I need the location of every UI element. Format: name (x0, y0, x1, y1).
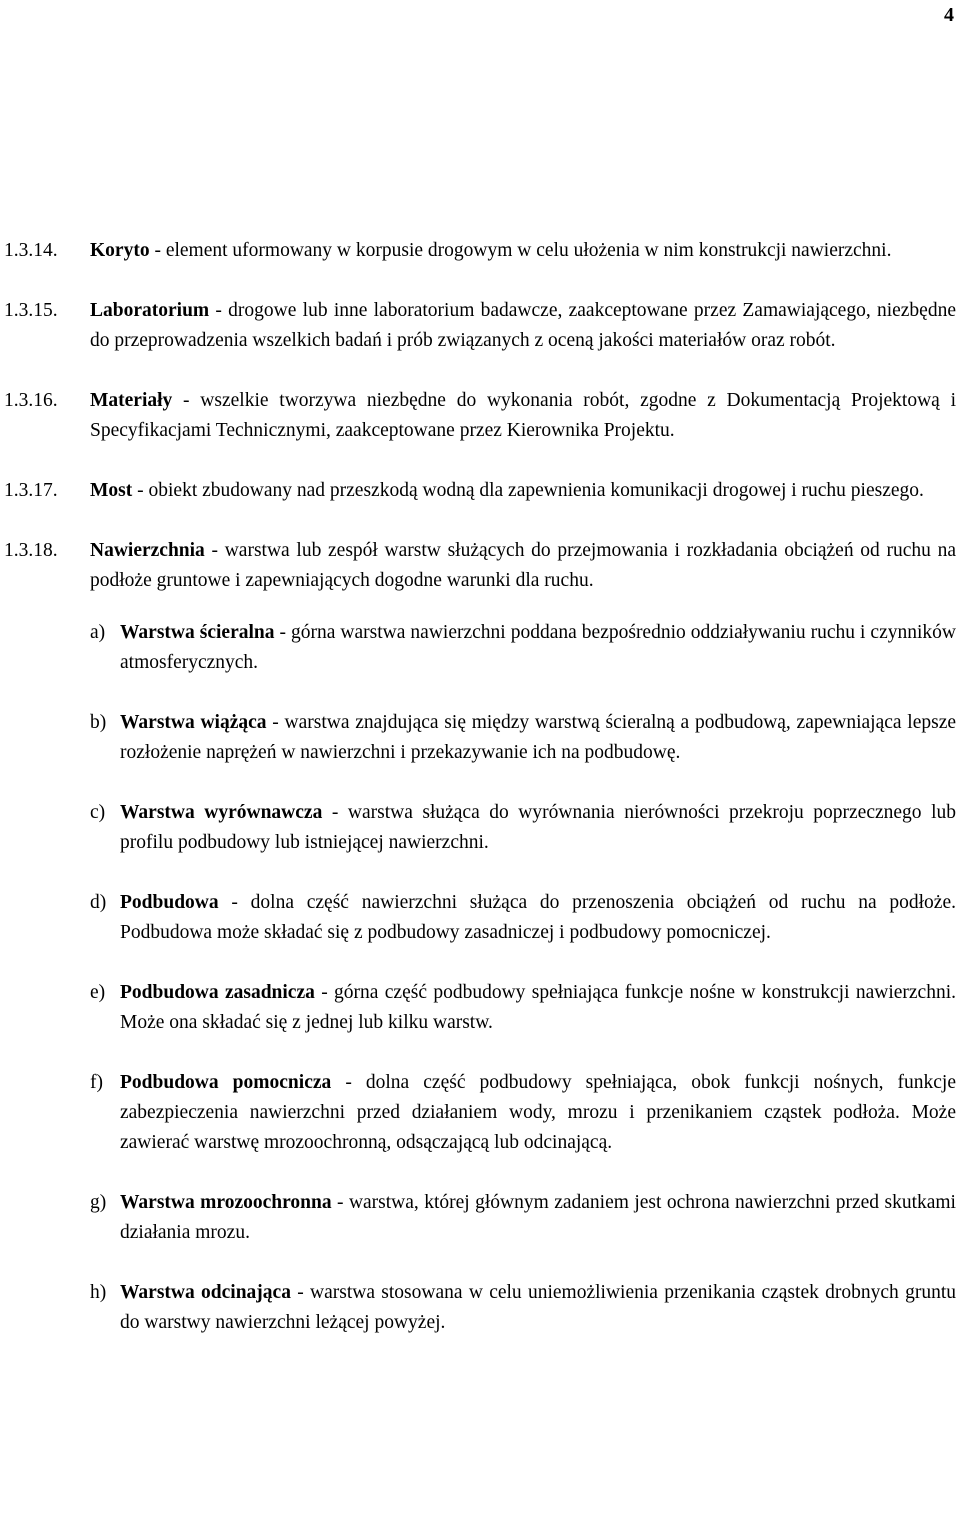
definition-item (4, 536, 956, 596)
definition-term: Materiały (90, 390, 173, 411)
subitem-text: - górna warstwa nawierzchni poddana bezpośrednio oddziaływaniu ruchu i czynników atmosferycznych. (120, 622, 956, 673)
subitem-term: Warstwa wyrównawcza (120, 802, 323, 823)
definition-number: 1.3.14. (4, 240, 58, 261)
subitem-letter: e) (90, 982, 106, 1003)
subitem-letter: f) (90, 1072, 103, 1093)
subitem-text: - warstwa stosowana w celu uniemożliwienia przenikania cząstek drobnych gruntu do warstwy nawierzchni leżącej powyżej. (120, 1282, 956, 1333)
definition-term: Koryto (90, 240, 150, 261)
definition-text: - element uformowany w korpusie drogowym w celu ułożenia w nim konstrukcji nawierzchni. (149, 240, 892, 261)
definition-term: Laboratorium (90, 300, 210, 321)
subitem-text: - dolna część podbudowy spełniająca, obok funkcji nośnych, funkcje zabezpieczenia nawierzchni przed działaniem wody, mrozu i przenikaniem cząstek podłoża. Może zawierać warstwę mrozoochronną, odsączającą lub odcinającą. (120, 1072, 956, 1153)
subitem (4, 1068, 956, 1158)
subitem-letter: b) (90, 712, 107, 733)
subitem-text: - dolna część nawierzchni służąca do przenoszenia obciążeń od ruchu na podłoże. Podbudowa może składać się z podbudowy zasadniczej i podbudowy pomocniczej. (120, 892, 956, 943)
definition-term: Most (90, 480, 133, 501)
definition-number: 1.3.17. (4, 480, 58, 501)
subitem-letter: g) (90, 1192, 107, 1213)
subitem-term: Warstwa mrozoochronna (120, 1192, 332, 1213)
subitem (4, 618, 956, 678)
definition-text: - wszelkie tworzywa niezbędne do wykonania robót, zgodne z Dokumentacją Projektową i Specyfikacjami Technicznymi, zaakceptowane przez Kierownika Projektu. (90, 390, 956, 441)
subitem-term: Warstwa ścieralna (120, 622, 275, 643)
definition-item (4, 296, 956, 356)
subitem (4, 708, 956, 768)
definition-item (4, 236, 956, 266)
definition-item (4, 386, 956, 446)
definitions-list (4, 236, 956, 1368)
subitem-text: - górna część podbudowy spełniająca funkcje nośne w konstrukcji nawierzchni. Może ona składać się z jednej lub kilku warstw. (120, 982, 956, 1033)
subitem-term: Podbudowa (120, 892, 219, 913)
definition-number: 1.3.18. (4, 540, 58, 561)
definition-text: - obiekt zbudowany nad przeszkodą wodną dla zapewnienia komunikacji drogowej i ruchu pieszego. (132, 480, 924, 501)
definition-text: - drogowe lub inne laboratorium badawcze, zaakceptowane przez Zamawiającego, niezbędne do przeprowadzenia wszelkich badań i prób związanych z oceną jakości materiałów oraz robót. (90, 300, 956, 351)
definition-item (4, 476, 956, 506)
subitem (4, 978, 956, 1038)
page-number: 4 (944, 4, 954, 26)
definition-term: Nawierzchnia (90, 540, 205, 561)
subitem-text: - warstwa znajdująca się między warstwą ścieralną a podbudową, zapewniająca lepsze rozłożenie naprężeń w nawierzchni i przekazywanie ich na podbudowę. (120, 712, 957, 763)
definition-number: 1.3.16. (4, 390, 58, 411)
subitem-text: - warstwa, której głównym zadaniem jest ochrona nawierzchni przed skutkami działania mrozu. (120, 1192, 956, 1243)
subitem-letter: a) (90, 622, 106, 643)
subitem-term: Podbudowa pomocnicza (120, 1072, 332, 1093)
subitem-term: Warstwa odcinająca (120, 1282, 291, 1303)
subitem (4, 798, 956, 858)
definition-text: - warstwa lub zespół warstw służących do przejmowania i rozkładania obciążeń od ruchu na podłoże gruntowe i zapewniających dogodne warunki dla ruchu. (90, 540, 956, 591)
subitem-term: Podbudowa zasadnicza (120, 982, 315, 1003)
subitem (4, 1278, 956, 1338)
subitem-letter: d) (90, 892, 107, 913)
subitem-term: Warstwa wiążąca (120, 712, 267, 733)
subitem (4, 1188, 956, 1248)
definition-number: 1.3.15. (4, 300, 58, 321)
subitem (4, 888, 956, 948)
subitem-text: - warstwa służąca do wyrównania nierówności przekroju poprzecznego lub profilu podbudowy lub istniejącej nawierzchni. (120, 802, 956, 853)
subitem-letter: h) (90, 1282, 107, 1303)
subitem-letter: c) (90, 802, 106, 823)
sublist-nawierzchnia (4, 618, 956, 1338)
